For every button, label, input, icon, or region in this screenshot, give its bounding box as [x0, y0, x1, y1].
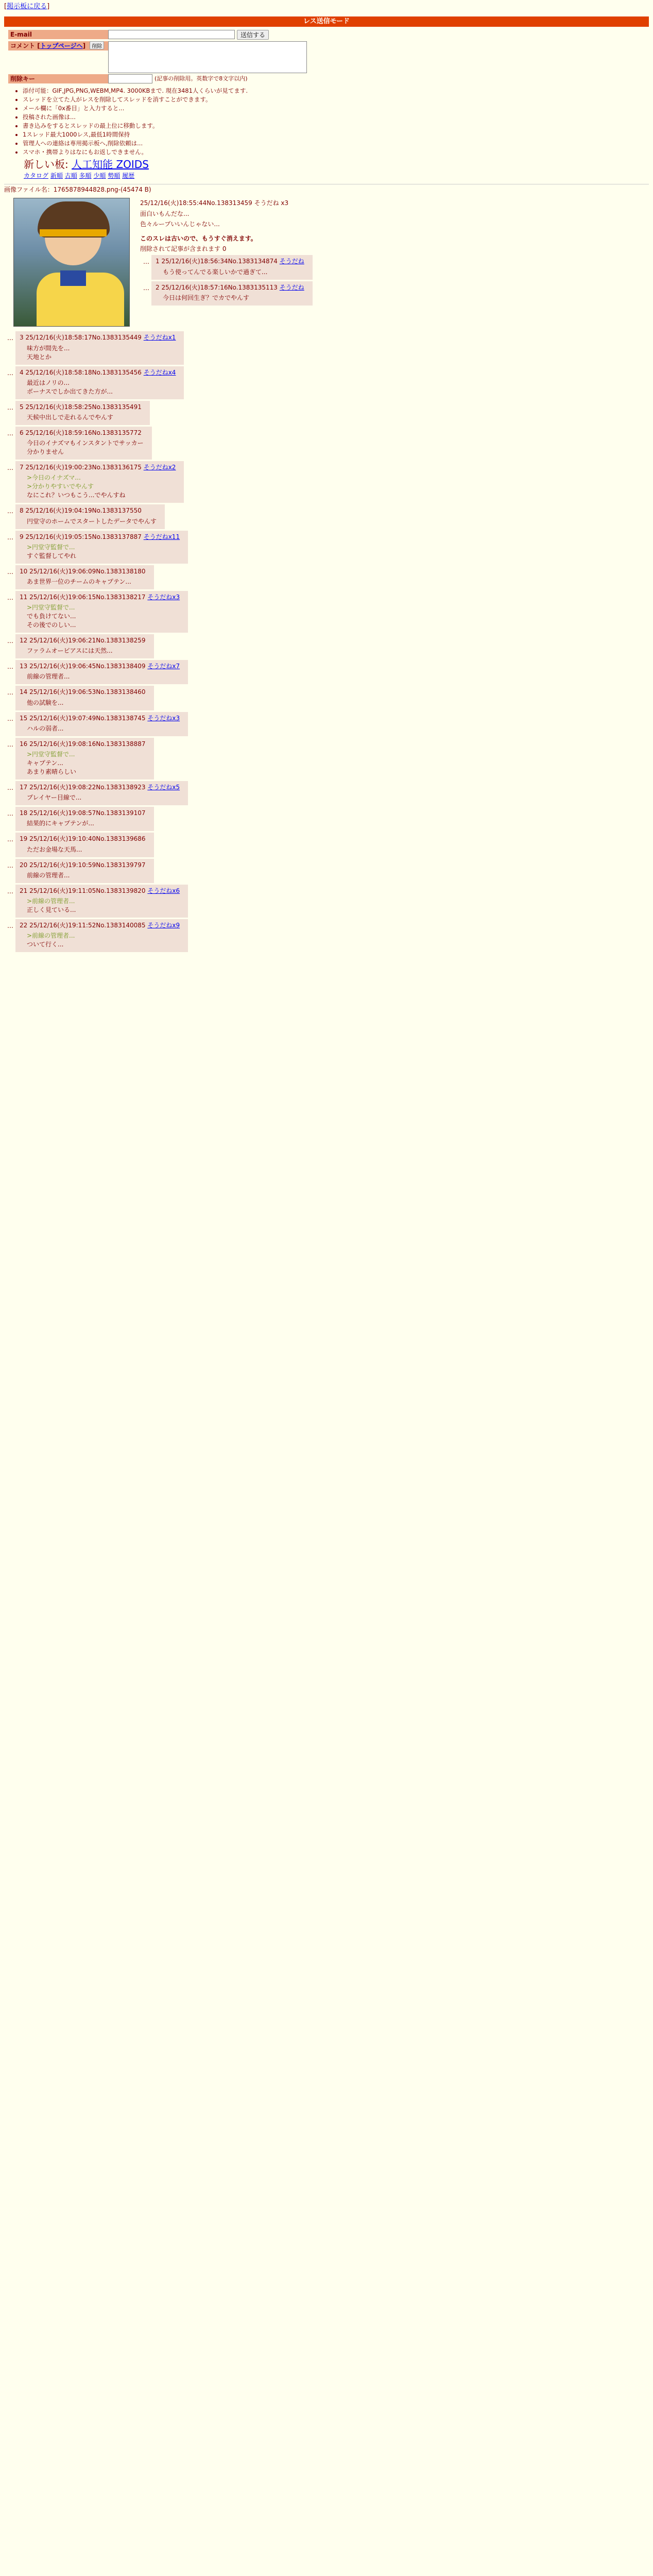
delete-key-field[interactable] [108, 74, 152, 83]
reply-box [15, 885, 188, 918]
reply-line: あまり素晴らしい [27, 768, 77, 775]
reply-meta [20, 403, 142, 411]
reply-marker: … [7, 507, 13, 515]
reply-meta [20, 714, 180, 722]
reply-line: でも負けてない... [27, 613, 76, 620]
reply-meta [20, 740, 146, 748]
history-link[interactable]: 履歴 [122, 172, 135, 179]
rule-item: • メール欄に「0x番目」と入力すると... [23, 104, 649, 113]
reply-line: あま世界一位のチームのキャプテン... [27, 578, 131, 585]
reply-number-date: 3 25/12/16(火)18:58:17No.1383135449 [20, 334, 142, 342]
reply-marker: … [7, 810, 13, 818]
reply-marker: … [7, 594, 13, 601]
reply-box [15, 686, 154, 710]
reply-box [15, 401, 150, 425]
email-label: E-mail [8, 30, 108, 39]
reply-line: 前線の管理者... [27, 871, 70, 879]
reply-line: 前線の管理者... [27, 673, 70, 681]
reply-line: 天地とか [27, 353, 52, 361]
rule-item: • 1スレッド最大1000レス,最低1時間保持 [23, 130, 649, 139]
reply-marker: … [7, 861, 13, 869]
reply-body [27, 931, 180, 949]
reply-marker: … [7, 689, 13, 697]
reply-line: 結果的にキャプテンが... [27, 820, 94, 827]
reply-number-date: 12 25/12/16(火)19:06:21No.1383138259 [20, 637, 146, 645]
op-image-filename: 画像ファイル名：1765878944828.png-(45474 B) [4, 186, 151, 194]
deleted-count: 削除されて記事が含まれます 0 [140, 245, 227, 253]
reply-box [15, 807, 154, 831]
reply-line: >今日のイナズマ... [27, 474, 81, 482]
reply-number-date: 14 25/12/16(火)19:06:53No.1383138460 [20, 688, 146, 696]
reply-number-date: 19 25/12/16(火)19:10:40No.1383139686 [20, 835, 146, 843]
sodane-button[interactable]: そうだねx3 [147, 593, 180, 601]
reply-body [27, 724, 180, 733]
reply [4, 427, 649, 460]
reply-box [15, 331, 184, 364]
toppage-link[interactable]: トップページへ [40, 42, 83, 49]
reply-marker: … [7, 568, 13, 575]
reply-line: 正しく見ている... [27, 906, 76, 913]
reply-number-date: 9 25/12/16(火)19:05:15No.1383137887 [20, 533, 142, 540]
rule-item: • スレッドを立てた人がレスを削除してスレッドを消すことができます。 [23, 95, 649, 104]
reply-body [27, 603, 180, 630]
reply-box [15, 461, 184, 503]
reply-number-date: 10 25/12/16(火)19:06:09No.1383138180 [20, 567, 146, 575]
reply-line: なにこれ？いつもこう...でやんすね [27, 492, 126, 499]
reply-box [15, 634, 154, 658]
reply-line: 分かりません [27, 448, 64, 456]
reply-number-date: 20 25/12/16(火)19:10:59No.1383139797 [20, 861, 146, 869]
reply-meta [20, 463, 176, 471]
reply-body [27, 473, 176, 500]
reply-body [27, 647, 146, 655]
sodane-button[interactable]: そうだねx9 [147, 921, 180, 929]
reply-body [27, 871, 146, 880]
comment-label: コメント [トップページへ] 削除 [8, 41, 108, 50]
reply-meta [20, 333, 176, 342]
reply-body: 今日は何回生ぎ？でカでやんす [163, 294, 250, 301]
comment-textarea[interactable] [108, 41, 307, 73]
reply-meta [20, 593, 180, 601]
reply-body [27, 750, 146, 776]
reply-number-date: 8 25/12/16(火)19:04:19No.1383137550 [20, 507, 142, 515]
email-field[interactable] [108, 30, 235, 39]
sodane-button[interactable]: そうだねx5 [147, 784, 180, 791]
reply [4, 634, 649, 658]
sort-many-link[interactable]: 多順 [79, 172, 92, 179]
reply-box [15, 833, 154, 857]
reply-body [27, 793, 180, 802]
reply-box [15, 660, 188, 684]
post-form [8, 29, 649, 84]
reply-line: ハルの弱者... [27, 724, 64, 732]
reply [4, 591, 649, 633]
reply-box [15, 919, 188, 952]
reply-number-date: 22 25/12/16(火)19:11:52No.1383140085 [20, 921, 146, 929]
reply-body: もう使ってんでる楽しいかで過ぎて... [163, 268, 268, 276]
clear-button[interactable]: 削除 [90, 41, 104, 49]
reply-box [15, 591, 188, 633]
op-thumbnail-image[interactable] [13, 198, 130, 327]
reply-meta [20, 887, 180, 895]
reply-marker: … [7, 836, 13, 843]
reply-number-date: 4 25/12/16(火)18:58:18No.1383135456 [20, 368, 142, 376]
reply-line: >円堂守監督で... [27, 751, 75, 758]
reply-meta [20, 921, 180, 929]
reply-body [27, 543, 180, 561]
reply-number-date: 11 25/12/16(火)19:06:15No.1383138217 [20, 593, 146, 601]
reply-marker: … [7, 403, 13, 411]
reply-meta [20, 368, 176, 377]
sodane-button[interactable]: そうだね [279, 283, 304, 291]
reply-line: 今日のイナズマもインスタントでサッカー [27, 439, 144, 447]
reply-meta [20, 809, 146, 817]
reply [4, 461, 649, 503]
reply-meta [20, 567, 146, 575]
sodane-button[interactable]: そうだねx1 [143, 334, 176, 342]
submit-button[interactable]: 送信する [237, 30, 269, 40]
reply-body [27, 379, 176, 396]
reply-body [27, 819, 146, 828]
reply-meta [20, 688, 146, 696]
reply-box [15, 738, 154, 779]
reply-meta [20, 783, 180, 791]
sodane-button[interactable]: そうだねx2 [143, 464, 176, 471]
rule-item: • 添付可能：GIF,JPG,PNG,WEBM,MP4. 3000KBまで. 現在3481人くらいが見てます. [23, 87, 649, 95]
reply-number-date: 17 25/12/16(火)19:08:22No.1383138923 [20, 784, 146, 791]
reply-meta [20, 429, 144, 437]
reply-marker: … [7, 429, 13, 437]
reply-meta [20, 662, 180, 670]
reply-marker: … [7, 334, 13, 342]
reply-line: 天候中出しで走れるんでやんす [27, 413, 114, 421]
reply [4, 738, 649, 779]
reply-box [15, 565, 154, 589]
reply-body [27, 699, 146, 707]
reply-marker: … [7, 887, 13, 895]
reply-number-date: 7 25/12/16(火)19:00:23No.1383136175 [20, 464, 142, 471]
reply-line: ボーナスでしか出てきた方が... [27, 387, 113, 395]
reply-box [15, 504, 165, 529]
delete-key-note: (記事の削除用。英数字で8文字以内) [154, 75, 248, 82]
sort-momentum-link[interactable]: 勢順 [108, 172, 121, 179]
reply-line: キャプテン... [27, 759, 63, 767]
reply-marker: … [7, 784, 13, 791]
sodane-button[interactable]: そうだね [279, 258, 304, 265]
reply-box [15, 859, 154, 883]
rule-item: • 管理人への連絡は専用掲示板へ,削除依頼は... [23, 139, 649, 148]
reply-line: >円堂守監督で... [27, 543, 75, 551]
back-to-board-link[interactable]: 掲示板に戻る [7, 3, 47, 10]
reply-number-date: 5 25/12/16(火)18:58:25No.1383135491 [20, 403, 142, 411]
reply-meta [20, 636, 146, 645]
op-body-line: 面白いもんだな... [140, 210, 190, 217]
reply-marker: … [7, 922, 13, 929]
reply [4, 504, 649, 529]
reply-line: 他の試験を... [27, 699, 64, 706]
reply-line: >前線の管理者... [27, 932, 75, 940]
reply-line: プレイヤー目線で... [27, 794, 82, 802]
reply-box [15, 531, 188, 564]
reply-body [27, 413, 142, 422]
op-meta: 25/12/16(火)18:55:44No.138313459 そうだね x3 [140, 199, 289, 207]
sodane-button[interactable]: そうだねx3 [147, 714, 180, 722]
reply [4, 859, 649, 883]
reply-line: >前線の管理者... [27, 897, 75, 905]
delete-key-label: 削除キー [8, 74, 108, 83]
reply [4, 781, 649, 805]
reply [4, 331, 649, 364]
reply [4, 401, 649, 425]
rule-item: • スマホ・携帯よりはなにもお返しできません。 [23, 148, 649, 157]
reply-meta [20, 506, 157, 515]
new-board-prefix: 新しい板: [24, 158, 68, 171]
reply-line: 味方が間先を... [27, 344, 70, 352]
reply-marker: … [7, 637, 13, 645]
reply-number-date: 13 25/12/16(火)19:06:45No.1383138409 [20, 663, 146, 670]
reply-body [27, 578, 146, 586]
reply-number-date: 16 25/12/16(火)19:08:16No.1383138887 [20, 740, 146, 748]
reply-line: 円堂守のホームでスタートしたデータでやんす [27, 517, 157, 525]
reply [4, 807, 649, 831]
sort-few-link[interactable]: 少順 [93, 172, 106, 179]
reply-box [15, 427, 152, 460]
reply-marker: … [7, 533, 13, 541]
reply-line: ついて行く... [27, 941, 64, 948]
reply-number-date: 15 25/12/16(火)19:07:49No.1383138745 [20, 714, 146, 722]
reply-marker: … [7, 715, 13, 722]
sodane-button[interactable]: そうだねx7 [147, 663, 180, 670]
reply-box [15, 366, 184, 399]
reply-line: >円堂守監督で... [27, 604, 75, 612]
reply-meta: 2 25/12/16(火)18:57:16No.1383135113 そうだね [156, 283, 304, 291]
reply-body [27, 344, 176, 362]
catalog-link[interactable]: カタログ [24, 172, 49, 179]
op-post [4, 195, 649, 330]
reply-number-date: 21 25/12/16(火)19:11:05No.1383139820 [20, 887, 146, 894]
reply-line: ファラムオービアスには天然... [27, 647, 113, 655]
reply-marker: … [7, 663, 13, 671]
reply-mode-bar: レス送信モード [4, 16, 649, 27]
reply [4, 919, 649, 952]
thread-expiry-notice: このスレは古いので、もうすぐ消えます。 [140, 234, 257, 242]
reply-meta [20, 861, 146, 869]
reply-line: 最近はノリの... [27, 379, 70, 386]
op-body-line: 色々ループいいんじゃない... [140, 220, 220, 228]
reply-body [27, 517, 157, 526]
sodane-button[interactable]: そうだねx6 [147, 887, 180, 894]
rule-item: • 投稿された画像は... [23, 113, 649, 122]
reply-marker: … [7, 740, 13, 748]
reply-body [27, 672, 180, 681]
reply-meta [20, 835, 146, 843]
reply-marker: … [7, 464, 13, 472]
reply [4, 833, 649, 857]
reply-line: すぐ監督してやれ [27, 552, 77, 560]
sort-new-link[interactable]: 新順 [50, 172, 63, 179]
reply [4, 686, 649, 710]
reply: … 2 25/12/16(火)18:57:16No.1383135113 そうだね 今日は何回生ぎ？でカでやんす [140, 281, 313, 306]
reply-body [27, 897, 180, 914]
reply-body [27, 439, 144, 456]
reply-number-date: 18 25/12/16(火)19:08:57No.1383139107 [20, 809, 146, 817]
reply-body [27, 845, 146, 854]
sodane-button[interactable]: そうだねx11 [143, 533, 180, 540]
rule-item: • 書き込みをするとスレッドの最上位に移動します。 [23, 122, 649, 130]
reply-line: ただお金場な天馬... [27, 845, 82, 853]
sodane-button[interactable]: そうだねx4 [143, 368, 176, 376]
reply-marker: … [7, 369, 13, 377]
reply-number-date: 6 25/12/16(火)18:59:16No.1383135772 [20, 429, 142, 436]
reply-meta [20, 533, 180, 541]
reply-box [15, 712, 188, 736]
reply-line: その後でのしい... [27, 621, 76, 629]
new-board-link[interactable]: 人工知能 ZOIDS [72, 158, 149, 171]
reply-line: >分かりやすいでやんす [27, 483, 94, 490]
reply [4, 712, 649, 736]
reply [4, 885, 649, 918]
reply-box [15, 781, 188, 805]
reply-meta: 1 25/12/16(火)18:56:34No.1383134874 そうだね [156, 258, 304, 265]
reply: … 1 25/12/16(火)18:56:34No.1383134874 そうだね もう使ってんでる楽しいかで過ぎて... [140, 255, 313, 279]
reply [4, 531, 649, 564]
reply [4, 565, 649, 589]
reply [4, 366, 649, 399]
reply-list [4, 331, 649, 952]
sort-old-link[interactable]: 古順 [64, 172, 77, 179]
reply [4, 660, 649, 684]
rules-list [4, 87, 649, 157]
